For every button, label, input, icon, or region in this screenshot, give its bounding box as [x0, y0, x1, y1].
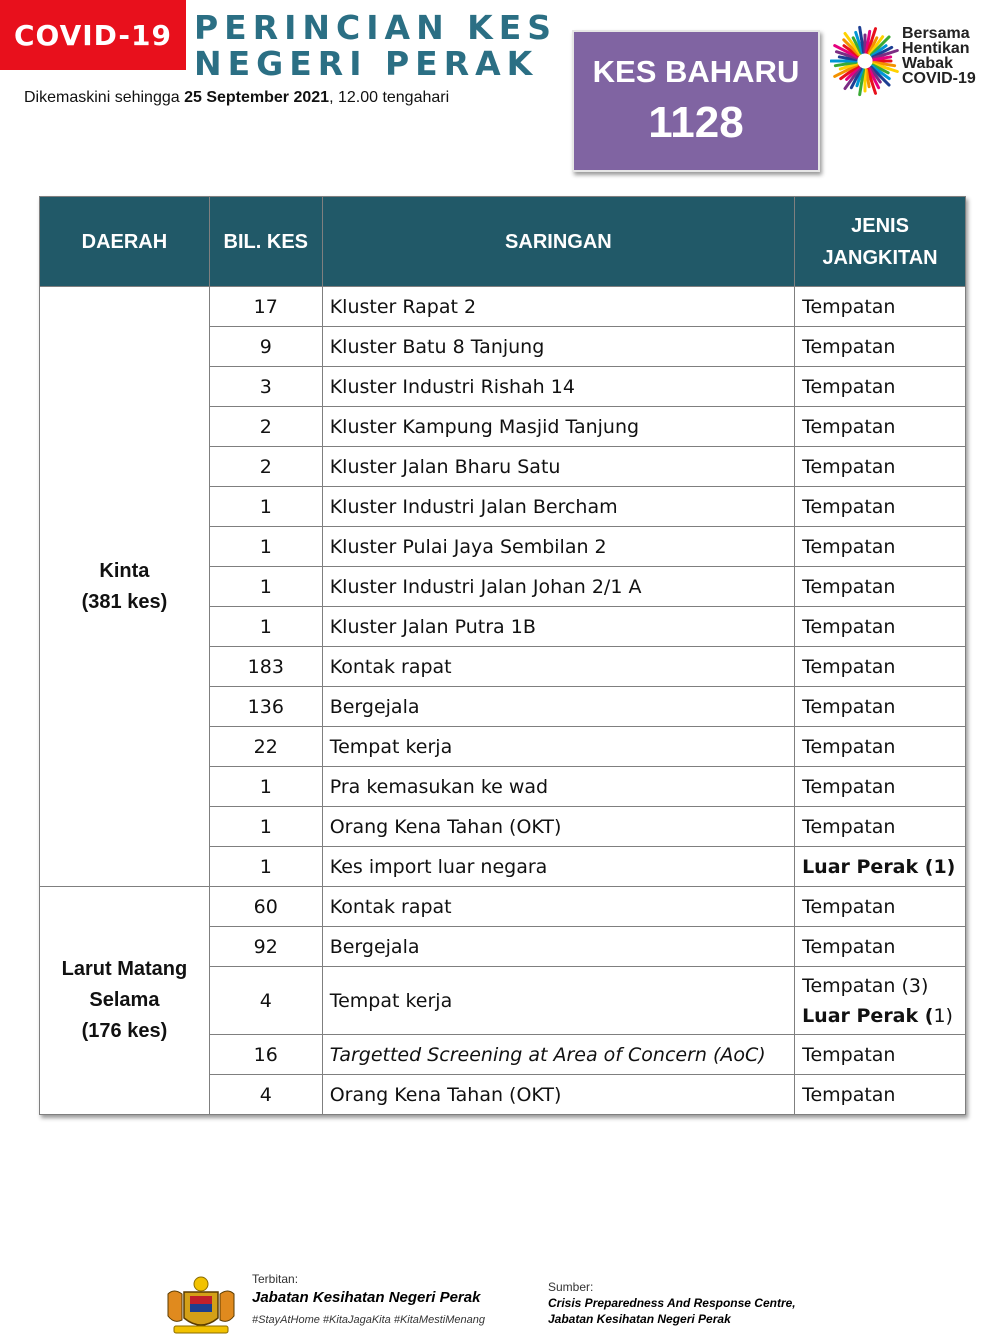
screening-type: Kluster Jalan Putra 1B [322, 607, 794, 647]
screening-type: Kes import luar negara [322, 847, 794, 887]
district-name-line-1: Larut Matang [61, 958, 188, 980]
case-count: 4 [209, 967, 322, 1035]
district-total: (176 kes) [81, 1020, 168, 1042]
screening-type: Targetted Screening at Area of Concern (AoC) [322, 1035, 794, 1075]
campaign-line-1: Bersama [902, 25, 970, 42]
screening-type: Kluster Pulai Jaya Sembilan 2 [322, 527, 794, 567]
infection-type: Tempatan [795, 287, 966, 327]
published-label: Terbitan: [252, 1272, 299, 1286]
title-line-2: NEGERI PERAK [194, 44, 539, 83]
covid-badge: COVID-19 [0, 0, 186, 70]
new-cases-box [572, 30, 820, 172]
infection-type: Tempatan [795, 367, 966, 407]
new-cases-value: 1128 [648, 98, 744, 147]
screening-type: Bergejala [322, 927, 794, 967]
screening-type: Bergejala [322, 687, 794, 727]
case-count: 183 [209, 647, 322, 687]
screening-type: Kluster Industri Jalan Johan 2/1 A [322, 567, 794, 607]
infection-type: Tempatan [795, 487, 966, 527]
case-count: 4 [209, 1075, 322, 1115]
district-larut [40, 887, 210, 1115]
updated-prefix: Dikemaskini sehingga [24, 89, 185, 106]
sunburst-logo-icon [830, 22, 900, 100]
state-crest-icon [160, 1272, 242, 1336]
case-count: 1 [209, 567, 322, 607]
campaign-line-4: COVID-19 [902, 70, 976, 87]
table-header-row [40, 197, 966, 287]
screening-type: Orang Kena Tahan (OKT) [322, 1075, 794, 1115]
case-count: 1 [209, 607, 322, 647]
case-count: 2 [209, 447, 322, 487]
campaign-line-2: Hentikan [902, 40, 970, 57]
header-type-line-2: JANGKITAN [822, 246, 938, 269]
infection-type: Tempatan [795, 567, 966, 607]
updated-date: 25 September 2021 [184, 89, 330, 106]
infection-type: Tempatan [795, 807, 966, 847]
infection-type: Tempatan [795, 1035, 966, 1075]
infection-type: Tempatan [795, 767, 966, 807]
infection-type: Tempatan [795, 447, 966, 487]
infection-type: Luar Perak (1) [795, 847, 966, 887]
infection-type: Tempatan [795, 1075, 966, 1115]
case-count: 1 [209, 527, 322, 567]
infection-type: Tempatan [795, 607, 966, 647]
infection-type [795, 967, 966, 1035]
title-line-1: PERINCIAN KES [194, 8, 558, 47]
hashtags: #StayAtHome #KitaJagaKita #KitaMestiMenang [252, 1314, 485, 1326]
table-row [40, 887, 966, 927]
infection-type-line-2 [802, 1001, 965, 1031]
infection-type: Tempatan [795, 327, 966, 367]
screening-type: Orang Kena Tahan (OKT) [322, 807, 794, 847]
case-count: 22 [209, 727, 322, 767]
case-count: 2 [209, 407, 322, 447]
screening-type: Kluster Industri Rishah 14 [322, 367, 794, 407]
campaign-line-3: Wabak [902, 55, 953, 72]
case-count: 3 [209, 367, 322, 407]
district-total: (381 kes) [81, 590, 168, 613]
source-line-1: Crisis Preparedness And Response Centre, [548, 1296, 796, 1310]
district-name: Kinta [99, 559, 150, 582]
header-cases: BIL. KES [209, 197, 322, 287]
case-count: 1 [209, 767, 322, 807]
new-cases-label: KES BAHARU [592, 54, 800, 89]
screening-type: Kluster Industri Jalan Bercham [322, 487, 794, 527]
screening-type: Kluster Rapat 2 [322, 287, 794, 327]
case-count: 92 [209, 927, 322, 967]
case-count: 1 [209, 487, 322, 527]
campaign-logo [828, 22, 1003, 102]
screening-type: Kontak rapat [322, 887, 794, 927]
case-count: 1 [209, 847, 322, 887]
screening-type: Kluster Jalan Bharu Satu [322, 447, 794, 487]
infection-type-bold: Luar Perak ( [802, 1004, 934, 1027]
infection-type-line-1: Tempatan (3) [802, 974, 929, 997]
infection-type: Tempatan [795, 687, 966, 727]
district-name-line-2: Selama [89, 989, 160, 1011]
updated-timestamp [24, 89, 449, 107]
screening-type: Kluster Kampung Masjid Tanjung [322, 407, 794, 447]
case-count: 16 [209, 1035, 322, 1075]
screening-type: Tempat kerja [322, 967, 794, 1035]
header-screening: SARINGAN [322, 197, 794, 287]
screening-type: Kluster Batu 8 Tanjung [322, 327, 794, 367]
case-count: 136 [209, 687, 322, 727]
publisher-name: Jabatan Kesihatan Negeri Perak [252, 1289, 481, 1306]
case-count: 17 [209, 287, 322, 327]
campaign-text [902, 26, 976, 86]
cases-table [39, 196, 966, 1115]
source-label: Sumber: [548, 1280, 594, 1294]
page-title [194, 10, 557, 82]
screening-type: Tempat kerja [322, 727, 794, 767]
infection-type: Tempatan [795, 927, 966, 967]
district-kinta [40, 287, 210, 887]
screening-type: Pra kemasukan ke wad [322, 767, 794, 807]
infection-type-rest: 1) [933, 1004, 953, 1027]
infection-type: Tempatan [795, 887, 966, 927]
infection-type: Tempatan [795, 727, 966, 767]
infection-type: Tempatan [795, 407, 966, 447]
case-count: 60 [209, 887, 322, 927]
updated-suffix: , 12.00 tengahari [329, 89, 450, 106]
header-type-line-1: JENIS [851, 214, 909, 237]
source-block [548, 1280, 796, 1326]
infection-type: Tempatan [795, 527, 966, 567]
header-type [795, 197, 966, 287]
publisher-block [252, 1272, 485, 1326]
infection-type: Tempatan [795, 647, 966, 687]
header-district: DAERAH [40, 197, 210, 287]
screening-type: Kontak rapat [322, 647, 794, 687]
table-row [40, 287, 966, 327]
source-line-2: Jabatan Kesihatan Negeri Perak [548, 1312, 731, 1326]
case-count: 9 [209, 327, 322, 367]
case-count: 1 [209, 807, 322, 847]
